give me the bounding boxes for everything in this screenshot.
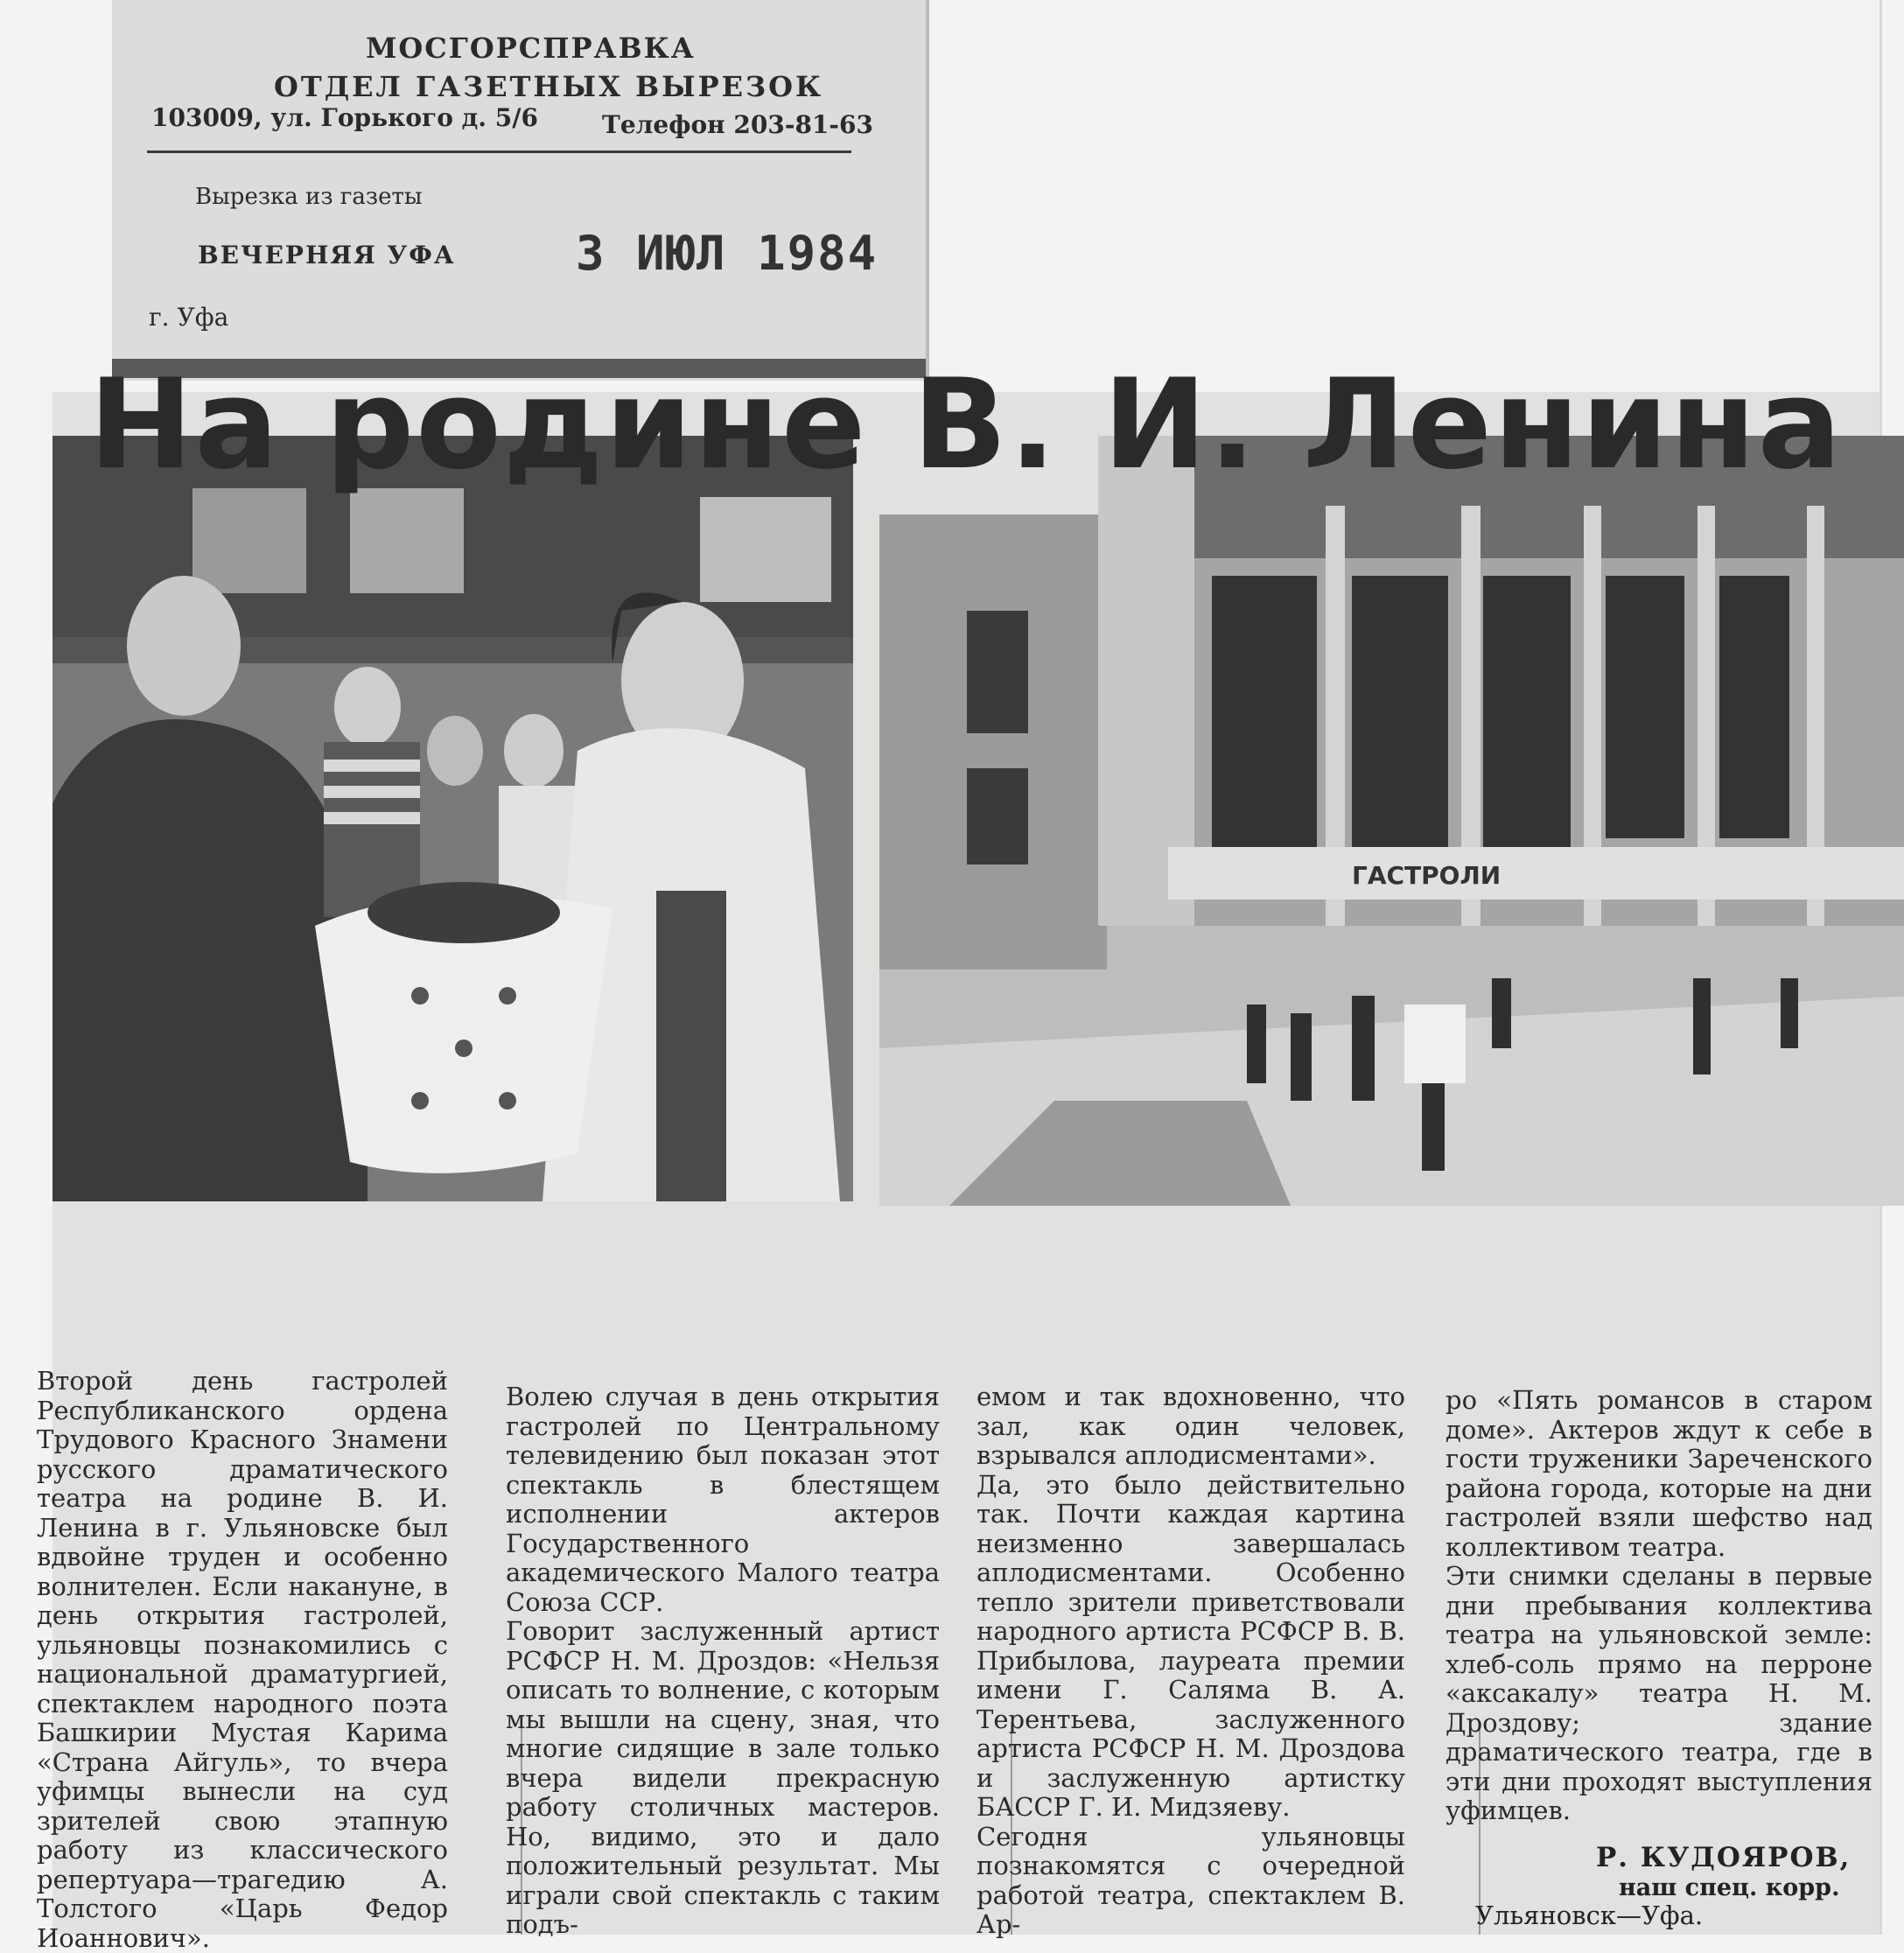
date-stamp: 3 ИЮЛ 1984 bbox=[576, 226, 878, 281]
author-name: Р. КУДОЯРОВ, bbox=[1596, 1842, 1852, 1873]
bread-and-salt-photo bbox=[52, 436, 853, 1201]
clipping-bureau-stamp bbox=[112, 0, 929, 381]
article-column-2: Волею случая в день открытия гастролей по Центральному телевидению был показан этот спектакль в блестящем исполнении актеров Государственного академического Малого театра Союза ССР. Говорит заслуженный артист РСФСР Н. М. Дроздов: «Нельзя описать то волнение, с которым мы вышли на сцену, зная, что многие сидящие в зале только вчера видели прекрасную работу столичных мастеров. Но, видимо, это и дало положительный результат. Мы играли свой спектакль с таким подъ- bbox=[506, 1382, 940, 1939]
article-column-3: емом и так вдохновенно, что зал, как один человек, взрывался аплодисментами». Да, это было действительно так. Почти каждая картина неизменно завершалась аплодисментами. Особенно тепло зрители приветствовали народного артиста РСФСР В. В. Прибылова, лауреата премии имени Г. Саляма В. А. Терентьева, заслуженного артиста РСФСР Н. М. Дроздова и заслуженную артистку БАССР Г. И. Мидзяеву. Сегодня ульяновцы познакомятся с очередной работой театра, спектаклем В. Ар- bbox=[976, 1382, 1405, 1939]
theatre-sign: ГАСТРОЛИ bbox=[1352, 861, 1502, 890]
newspaper-name: ВЕЧЕРНЯЯ УФА bbox=[198, 241, 456, 270]
bureau-phone: Телефон 203-81-63 bbox=[602, 110, 873, 139]
stamp-rule bbox=[147, 150, 851, 153]
department-name: ОТДЕЛ ГАЗЕТНЫХ ВЫРЕЗОК bbox=[274, 70, 824, 103]
cut-label: Вырезка из газеты bbox=[195, 184, 423, 210]
article-headline: На родине В. И. Ленина bbox=[88, 353, 1844, 497]
theatre-building-photo bbox=[879, 436, 1904, 1206]
city-label: г. Уфа bbox=[149, 303, 229, 332]
article-column-4: ро «Пять романсов в старом доме». Актеров ждут к себе в гости труженики Зареченского района города, которые на дни гастролей взяли шефство над коллективом театра. Эти снимки сделаны в первые дни пребывания коллектива театра на ульяновской земле: хлеб-соль прямо на перроне «аксакалу» театра Н. М. Дроздову; здание драматического театра, где в эти дни проходят выступления уфимцев. bbox=[1446, 1385, 1872, 1825]
bureau-name: МОСГОРСПРАВКА bbox=[366, 32, 696, 65]
dateline-location: Ульяновск—Уфа. bbox=[1475, 1900, 1704, 1930]
author-role: наш спец. корр. bbox=[1619, 1874, 1840, 1901]
article-column-1: Второй день гастролей Республиканского ордена Трудового Красного Знамени русского драматического театра на родине В. И. Ленина в г. Ульяновске был вдвойне труден и особенно волнителен. Если накануне, в день открытия гастролей, ульяновцы познакомились с национальной драматургией, спектаклем народного поэта Башкирии Мустая Карима «Страна Айгуль», то вчера уфимцы вынесли на суд зрителей свою этапную работу из классического репертуара—трагедию А. Толстого «Царь Федор Иоаннович». bbox=[37, 1366, 448, 1953]
bureau-address: 103009, ул. Горького д. 5/6 bbox=[151, 103, 538, 132]
